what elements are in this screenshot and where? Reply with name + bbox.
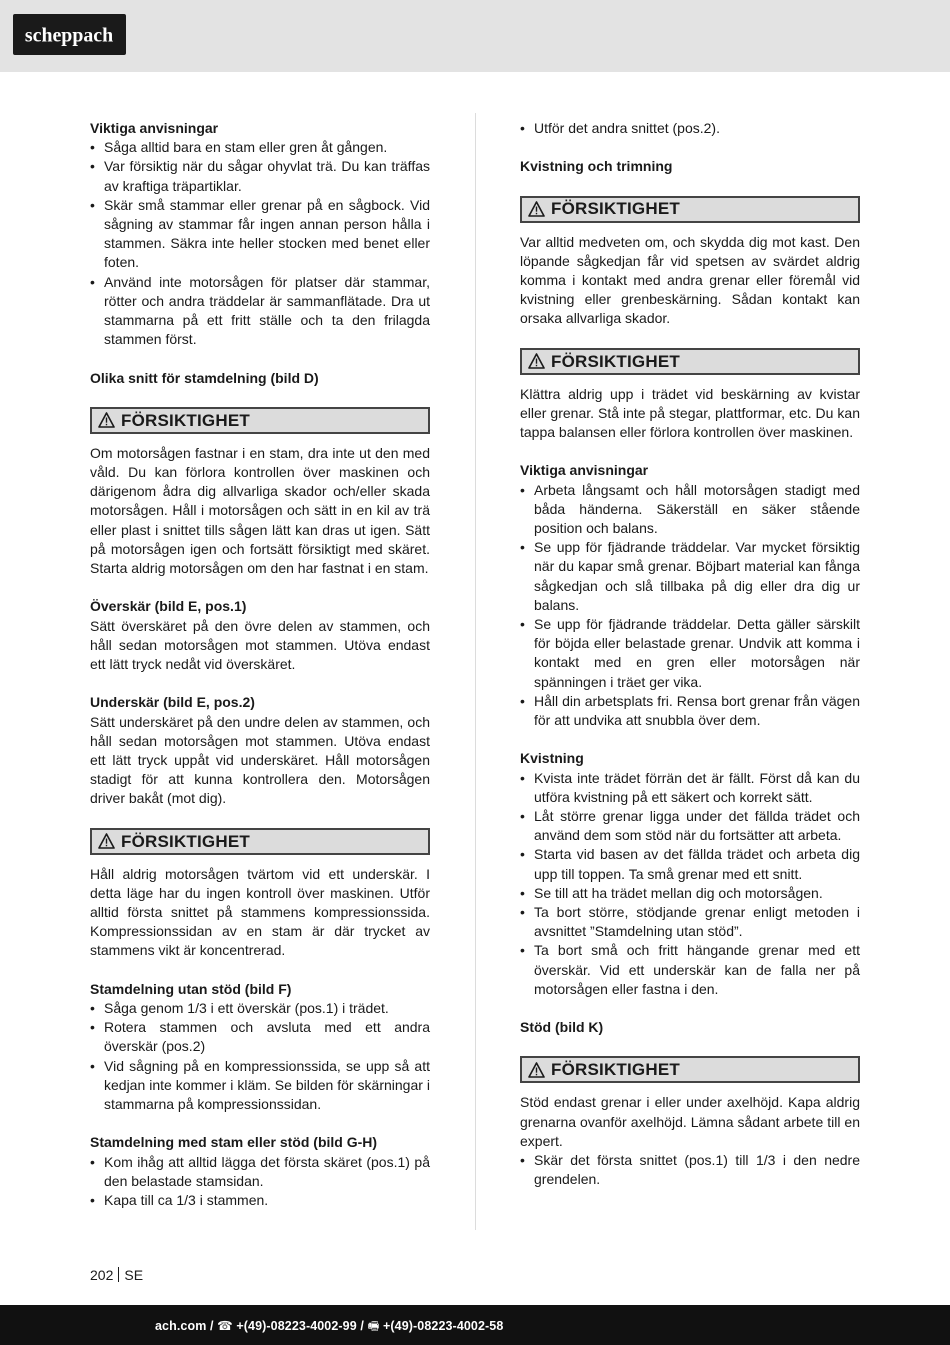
right-column <box>520 119 860 1189</box>
paragraph: Var alltid medveten om, och skydda dig mot kast. Den löpande sågkedjan får vid spetsen av svärdet aldrig komma i kontakt med andra grenar eller föremål vid kvistning eller grenbeskärning. Sådan kontakt kan orsaka allvarliga skador. <box>520 233 860 327</box>
list-item: • Ta bort små och fritt hängande grenar med ett överskär. Vid ett underskär kan de falla ner på motorsågen eller fastna i den. <box>520 941 860 999</box>
phone-icon: ☎ <box>217 1319 233 1333</box>
bullet-list <box>520 119 860 138</box>
section-heading: Kvistning och trimning <box>520 158 673 175</box>
paragraph: Håll aldrig motorsågen tvärtom vid ett underskär. I detta läge har du ingen kontroll över maskinen. Utför alltid första snittet på stammens kompressionssida. Kompressionssidan av en stam är där trycket av stammens vikt är koncentrerad. <box>90 865 430 959</box>
list-item: • Se till att ha trädet mellan dig och motorsågen. <box>520 884 860 903</box>
footer-phone: +(49)-08223-4002-99 / <box>236 1319 364 1333</box>
list-item: • Arbeta långsamt och håll motorsågen stadigt med båda händerna. Säkerställ en säker stående position och balans. <box>520 481 860 539</box>
list-item: • Kvista inte trädet förrän det är fällt. Först då kan du utföra kvistning på ett säkert och korrekt sätt. <box>520 769 860 807</box>
section-heading: Överskär (bild E, pos.1) <box>90 598 247 615</box>
logo-wordmark <box>15 16 124 53</box>
warning-triangle-icon <box>98 833 115 849</box>
warning-box <box>520 348 860 375</box>
footer-email-fragment: ach.com / <box>155 1319 214 1333</box>
svg-text:scheppach: scheppach <box>24 24 114 47</box>
warning-label: FÖRSIKTIGHET <box>551 199 680 219</box>
list-item: • Håll din arbetsplats fri. Rensa bort grenar från vägen för att undvika att snubbla över dem. <box>520 692 860 730</box>
bullet-list <box>90 999 430 1114</box>
list-item: • Skär det första snittet (pos.1) till 1/3 i den nedre grendelen. <box>520 1151 860 1189</box>
section-heading: Olika snitt för stamdelning (bild D) <box>90 369 319 386</box>
warning-box <box>90 407 430 434</box>
list-item: • Såga alltid bara en stam eller gren åt gången. <box>90 138 430 157</box>
list-item: • Var försiktig när du sågar ohyvlat trä. Du kan träffas av kraftiga träpartiklar. <box>90 157 430 195</box>
warning-box <box>90 828 430 855</box>
list-item: • Starta vid basen av det fällda trädet och arbeta dig upp till toppen. Ta små grenar med ett snitt. <box>520 845 860 883</box>
paragraph: Klättra aldrig upp i trädet vid beskärning av kvistar eller grenar. Stå inte på stegar, plattformar, etc. Du kan tappa balansen eller förlora kontrollen över maskinen. <box>520 385 860 441</box>
page-number <box>90 1266 143 1284</box>
warning-label: FÖRSIKTIGHET <box>121 831 250 851</box>
warning-label: FÖRSIKTIGHET <box>551 351 680 371</box>
bullet-list <box>90 138 430 349</box>
warning-label: FÖRSIKTIGHET <box>551 1060 680 1080</box>
list-item: • Ta bort större, stödjande grenar enligt metoden i avsnittet ”Stamdelning utan stöd”. <box>520 903 860 941</box>
section-heading: Underskär (bild E, pos.2) <box>90 694 255 711</box>
warning-box <box>520 1056 860 1083</box>
warning-triangle-icon <box>528 201 545 217</box>
list-item: • Låt större grenar ligga under det fällda trädet och använd dem som stöd när du fortsätter att arbeta. <box>520 807 860 845</box>
list-item: • Använd inte motorsågen för platser där stammar, rötter och andra träddelar är sammanflätade. Dra ut stammarna på ett fritt ställe och ta den frilagda stammen först. <box>90 273 430 350</box>
header-bar <box>0 0 950 72</box>
section-heading: Stamdelning utan stöd (bild F) <box>90 980 292 997</box>
footer-bar <box>0 1305 950 1345</box>
left-column <box>90 119 430 1210</box>
paragraph: Sätt underskäret på den undre delen av stammen, och håll sedan motorsågen mot stammen. Utöva endast ett lätt tryck uppåt vid underskäret. Håll motorsågen stadigt för att kunna kontrollera den. Motorsågen driver bakåt (mot dig). <box>90 713 430 807</box>
page-number-value: 202 <box>90 1267 114 1283</box>
page-language: SE <box>124 1267 144 1283</box>
section-heading: Viktiga anvisningar <box>520 462 649 479</box>
list-item: • Rotera stammen och avsluta med ett andra överskär (pos.2) <box>90 1018 430 1056</box>
warning-box <box>520 196 860 223</box>
warning-triangle-icon <box>98 412 115 428</box>
list-item: • Utför det andra snittet (pos.2). <box>520 119 860 138</box>
warning-label: FÖRSIKTIGHET <box>121 410 250 430</box>
column-divider <box>475 113 476 1230</box>
section-heading: Stamdelning med stam eller stöd (bild G-H) <box>90 1134 378 1151</box>
bullet-list <box>520 1151 860 1189</box>
fax-icon: 🖷 <box>367 1319 380 1333</box>
bullet-list <box>90 1153 430 1211</box>
warning-triangle-icon <box>528 1062 545 1078</box>
paragraph: Om motorsågen fastnar i en stam, dra inte ut den med våld. Du kan förlora kontrollen över maskinen och därigenom ådra dig allvarliga skador och/eller skada motorsågen. Håll i motorsågen och sätt in en kil av trä eller plast i snittet tills sågen lätt kan dras ut igen. Sätt på motorsågen igen och fortsätt försiktigt med skäret. Starta aldrig motorsågen om den har fastnat i en stam. <box>90 444 430 577</box>
section-heading: Viktiga anvisningar <box>90 120 219 136</box>
list-item: • Skär små stammar eller grenar på en sågbock. Vid sågning av stammar får ingen annan person hålla i stammen. Säkra inte heller stocken med benet eller foten. <box>90 196 430 273</box>
paragraph: Stöd endast grenar i eller under axelhöjd. Kapa aldrig grenarna ovanför axelhöjd. Lämna sådant arbete till en expert. <box>520 1094 860 1149</box>
section-heading: Kvistning <box>520 750 584 767</box>
list-item: • Såga genom 1/3 i ett överskär (pos.1) i trädet. <box>90 999 430 1018</box>
bullet-list <box>520 769 860 999</box>
page-number-separator <box>118 1267 119 1282</box>
footer-fax: +(49)-08223-4002-58 <box>383 1319 504 1333</box>
list-item: • Kapa till ca 1/3 i stammen. <box>90 1191 430 1210</box>
bullet-list <box>520 481 860 731</box>
warning-triangle-icon <box>528 353 545 369</box>
paragraph: Sätt överskäret på den övre delen av stammen, och håll sedan motorsågen mot stammen. Utöva endast ett lätt tryck nedåt vid överskäret. <box>90 617 430 673</box>
list-item: • Vid sågning på en kompressionssida, se upp så att kedjan inte kommer i kläm. Se bilden för skärningar i stammarna på kompressionssidan. <box>90 1057 430 1115</box>
list-item: • Se upp för fjädrande träddelar. Var mycket försiktig när du kapar små grenar. Böjbart material kan fånga sågkedjan och slå tillbaka på dig eller dra dig ur balans. <box>520 538 860 615</box>
section-heading: Stöd (bild K) <box>520 1019 604 1036</box>
footer-contact <box>155 1317 503 1338</box>
scheppach-logo <box>13 14 126 55</box>
list-item: • Se upp för fjädrande träddelar. Detta gäller särskilt för böjda eller belastade grenar. Undvik att komma i kontakt med en gren eller motorsågen när spänningen i träet ger vika. <box>520 615 860 692</box>
list-item: • Kom ihåg att alltid lägga det första skäret (pos.1) på den belastade stamsidan. <box>90 1153 430 1191</box>
